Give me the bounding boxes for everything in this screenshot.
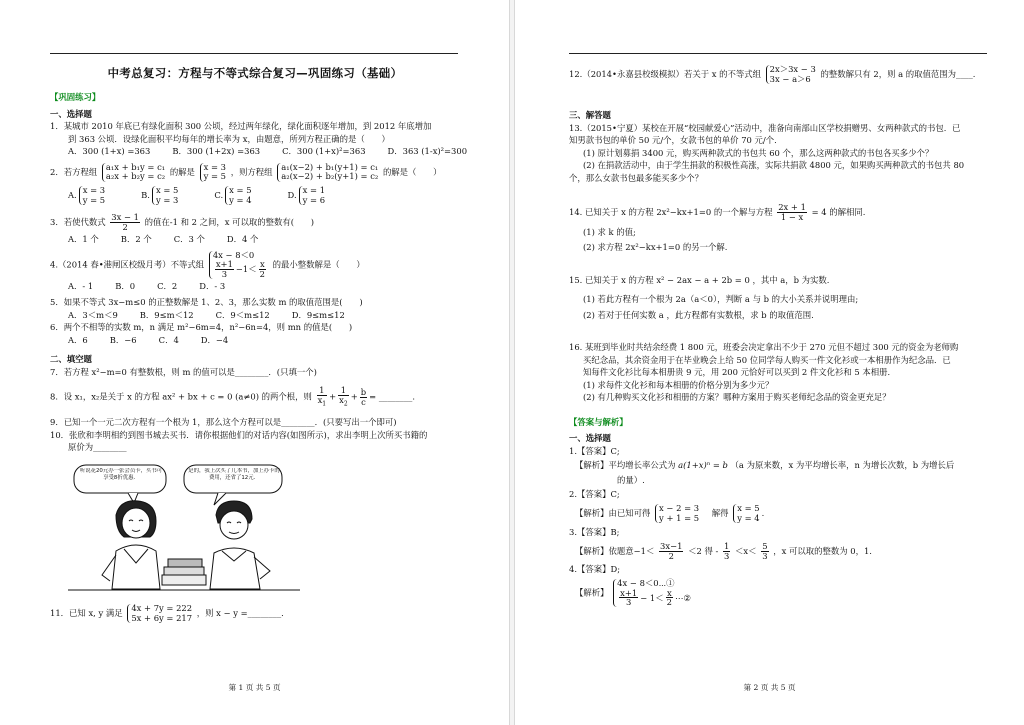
system-line: 2x＞3x − 3 (769, 64, 816, 74)
explanation-mid: 解得 (711, 508, 729, 519)
solution-system (733, 504, 759, 523)
question-13-part-2: (2) 在捐款活动中，由于学生捐款的积极性高涨，实际共捐款 4800 元，如果购买两种款式的书包共 80 (583, 160, 965, 171)
system-line: 4x − 8＜0 (212, 249, 255, 260)
page-title: 中考总复习：方程与不等式综合复习—巩固练习（基础） (107, 66, 403, 80)
system-line: x = 5 (229, 185, 252, 196)
explanation-1 (575, 460, 989, 471)
bubble-2-text: 是的，我上次买了几本书，加上办卡的费用，还省了12元． (188, 467, 280, 481)
question-1-options (50, 146, 468, 157)
answer-4: 4.【答案】D; (569, 564, 621, 575)
system-line: x = 3 (82, 185, 106, 196)
system-line: 4x − 8＜0⋯① (617, 577, 675, 588)
option-b: B．9≤m＜12 (139, 309, 194, 320)
question-13-line-1: 13.（2015•宁夏）某校在开展“校园献爱心”活动中，准备向南部山区学校捐赠男、女两种款式的书包．已 (569, 122, 961, 133)
system-line: a₂x + b₂y = c₂ (105, 171, 166, 182)
inequality-mid: − 1＜ (640, 592, 664, 603)
question-11-suffix: ，则 x − y =________． (196, 608, 290, 619)
option-system (225, 186, 251, 205)
section-heading-choice: 一、选择题 (50, 108, 92, 119)
fraction (619, 589, 638, 608)
system-line: x = 5 (155, 185, 179, 196)
fraction (659, 542, 683, 561)
numerator: x+1 (620, 587, 638, 598)
option-c: C．9＜m≤12 (215, 309, 270, 320)
question-4-prefix: 4.（2014 春•港闸区校级月考）不等式组 (50, 259, 205, 270)
question-9: 9．已知一个一元二次方程有一个根为 1，那么这个方程可以是________．(只要写出一个即可) (50, 417, 397, 428)
system-line: 5x + 6y = 217 (131, 612, 193, 623)
equation-system-2 (277, 163, 378, 182)
option-a: A．6 (68, 334, 88, 345)
question-5: 5．如果不等式 3x−m≤0 的正整数解是 1、2、3，那么实数 m 的取值范围是( ) (50, 297, 363, 308)
explanation-prefix: 【解析】 (575, 587, 609, 598)
page-1-footer: 第 1 页 共 5 页 (228, 682, 281, 692)
question-15-part-1: (1) 若此方程有一个根为 2a（a＜0），判断 a 与 b 的大小关系并说明理由; (583, 294, 859, 305)
system-line: y = 4 (737, 512, 760, 523)
question-11 (50, 604, 460, 623)
option-d: D．9≤m≤12 (291, 309, 345, 320)
system-line: x − 2 = 3 (659, 502, 700, 513)
equation-system (655, 504, 699, 523)
fraction (360, 388, 367, 407)
system-line: y = 5 (82, 194, 106, 205)
system-line: 3x − a＞6 (769, 73, 811, 84)
denominator: 2 (666, 597, 672, 608)
page-2-footer: 第 2 页 共 5 页 (743, 682, 796, 692)
question-15-part-2: (2) 若对于任何实数 a ，此方程都有实数根，求 b 的取值范围. (583, 309, 814, 320)
header-rule (569, 53, 987, 54)
question-2-mid2: ，则方程组 (230, 166, 273, 177)
option-b (141, 186, 180, 205)
fraction (338, 386, 349, 408)
bubble-1-text-wrap (78, 468, 164, 492)
inequality-system (766, 65, 816, 84)
question-7: 7．若方程 x²−m=0 有整数根，则 m 的值可以是________．(只填一个) (50, 366, 317, 377)
question-4-suffix: 的最小整数解是（ ） (272, 259, 365, 270)
explanation-suffix: （a 为原来数，x 为平均增长率，n 为增长次数，b 为增长后 (730, 460, 955, 471)
question-16-part-1: (1) 求每件文化衫和每本相册的价格分别为多少元？ (583, 379, 774, 390)
numerator: x (259, 259, 265, 270)
question-2 (50, 163, 460, 182)
numerator: 1 (317, 386, 328, 396)
numerator: 1 (338, 386, 349, 396)
question-6: 6．两个不相等的实数 m，n 满足 m²−6m=4，n²−6n=4，则 mn 的值是( ) (50, 322, 353, 333)
dialogue-illustration (68, 463, 300, 591)
question-16-line-2: 买纪念品，其余资金用于在毕业晚会上给 50 位同学每人购买一件文化衫或一本相册作为纪念品．已 (583, 354, 951, 365)
option-system (299, 186, 325, 205)
option-label: C. (214, 190, 224, 201)
option-b: B．−6 (109, 334, 137, 345)
denominator: 2 (668, 550, 674, 561)
question-13-line-2: 知男款书包的单价 50 元/个，女款书包的单价 70 元/个． (569, 135, 783, 146)
question-3-prefix: 3．若使代数式 (50, 217, 106, 228)
equation-system (127, 604, 192, 623)
section-heading-fill: 二、填空题 (50, 354, 92, 365)
section-heading-choice-answers: 一、选择题 (569, 433, 611, 444)
question-16-line-1: 16. 某班到毕业时共结余经费 1 800 元，班委会决定拿出不少于 270 元但不超过 300 元的资金为老师购 (569, 342, 959, 353)
option-a (68, 186, 107, 205)
option-a: A．1 个 (68, 234, 99, 244)
answer-3: 3.【答案】B; (569, 527, 620, 538)
question-14-part-1: (1) 求 k 的值; (583, 226, 636, 237)
option-a: A．- 1 (68, 280, 94, 291)
denominator: 3 (762, 550, 768, 561)
option-d (288, 186, 327, 205)
question-5-options (50, 310, 460, 321)
denominator: 1 − x (780, 212, 804, 223)
option-system (152, 186, 178, 205)
denominator: $x_1$ (317, 395, 327, 408)
question-8-prefix: 8．设 x₁，x₂是关于 x 的方程 ax² + bx + c = 0 (a≠0) 的两个根，则 (50, 391, 312, 402)
numerator: 2x + 1 (778, 202, 806, 213)
explanation-4 (575, 579, 989, 607)
question-13-part-1: (1) 原计划募捐 3400 元，购买两种款式的书包共 60 个，那么这两种款式的书包各买多少个？ (583, 147, 934, 158)
inequality-system (209, 251, 268, 279)
option-c: C．4 (158, 334, 179, 345)
section-tag-practice: 【巩固练习】 (50, 92, 101, 103)
option-d: D．363 (1-x)²=300 (387, 146, 468, 157)
fraction (259, 260, 266, 279)
question-15: 15. 已知关于 x 的方程 x² − 2ax − a + 2b = 0 ，其中 a，b 为实数. (569, 274, 830, 285)
boy-figure (210, 501, 270, 589)
denominator: 3 (626, 597, 632, 608)
system-line: x = 5 (737, 502, 760, 513)
question-16-line-3: 知每件文化衫比每本相册贵 9 元，用 200 元恰好可以买到 2 件文化衫和 5 本相册． (583, 367, 896, 378)
solution-system (200, 163, 226, 182)
fraction (215, 260, 234, 279)
explanation-suffix: ，x 可以取的整数为 0，1. (773, 545, 872, 556)
bubble-1-text: 听说花20元办一张会员卡，买书可享受8折优惠． (79, 467, 163, 481)
question-14 (569, 203, 989, 222)
fraction (666, 589, 673, 608)
growth-formula: a(1+x)ⁿ = b (678, 460, 728, 471)
fraction (777, 203, 807, 222)
denominator: 2 (259, 268, 265, 279)
denominator: $x_2$ (339, 395, 348, 408)
question-12-prefix: 12.（2014•永嘉县校级模拟）若关于 x 的不等式组 (569, 69, 761, 80)
explanation-prefix: 【解析】由已知可得 (575, 508, 651, 519)
question-8-suffix: ________． (378, 391, 421, 402)
denominator: c (361, 396, 366, 407)
page-1 (0, 0, 510, 725)
option-c: C．3 个 (173, 234, 205, 244)
option-c: C．300 (1+x)²=363 (282, 146, 366, 157)
option-c: C．2 (157, 280, 178, 291)
numerator: b (360, 386, 367, 397)
question-4-options (50, 281, 460, 292)
numerator: 1 (724, 540, 730, 551)
system-line: y + 1 = 5 (659, 512, 700, 523)
question-8: 8．设 x₁，x₂是关于 x 的方程 ax² + bx + c = 0 (a≠0) 的两个根，则 $\frac{1}{x_1}$ + $\frac{1}{x_2}$ + $\frac{b}{c}$ = ________． (50, 385, 421, 408)
question-12 (569, 65, 989, 84)
system-line (213, 260, 268, 279)
system-line: x = 1 (302, 185, 326, 196)
question-3 (50, 213, 460, 232)
option-d: D．4 个 (226, 234, 259, 244)
books-icon (162, 559, 206, 585)
answer-2: 2.【答案】C; (569, 489, 620, 500)
system-line: a₂(x−2) + b₂(y+1) = c₂ (281, 171, 379, 182)
explanation-mid: ＜2 得 - (688, 545, 719, 556)
denominator: 3 (221, 268, 228, 279)
option-c (214, 186, 253, 205)
question-4 (50, 251, 460, 279)
system-line: x = 3 (203, 161, 227, 172)
question-14-prefix: 14. 已知关于 x 的方程 2x²−kx+1=0 的一个解与方程 (569, 207, 773, 218)
option-label: D. (287, 190, 297, 201)
question-1-line-2: 到 363 公顷．设绿化面积平均每年的增长率为 x，由题意，所列方程正确的是（ ） (68, 133, 390, 144)
question-3-suffix: 的值在-1 和 2 之间，x 可以取的整数有( ) (144, 217, 315, 228)
question-12-suffix: 的整数解只有 2，则 a 的取值范围为____. (820, 69, 976, 80)
option-d: D．- 3 (199, 280, 226, 291)
system-line: y = 6 (302, 194, 326, 205)
page-2 (514, 0, 1024, 725)
option-b: B．300 (1+2x) =363 (172, 146, 261, 157)
equation-system-1 (102, 163, 165, 182)
girl-figure (102, 500, 160, 588)
numerator: 5 (762, 540, 768, 551)
option-b: B．0 (115, 280, 136, 291)
system-line: y = 5 (203, 171, 227, 182)
explanation-1-cont: 的量）. (617, 474, 645, 485)
explanation-prefix: 【解析】平均增长率公式为 (575, 460, 676, 471)
denominator: 3 (724, 550, 730, 561)
system-line: a₁(x−2) + b₁(y+1) = c₁ (281, 161, 379, 172)
inequality-end: ⋯② (674, 592, 691, 603)
numerator: x (666, 587, 672, 598)
inequality-mid: −1＜ (235, 263, 257, 274)
section-tag-answers: 【答案与解析】 (569, 416, 628, 427)
denominator: 2 (122, 222, 128, 233)
fraction (761, 542, 768, 561)
section-heading-answer: 三、解答题 (569, 110, 611, 121)
question-14-part-2: (2) 求方程 2x²−kx+1=0 的另一个解. (583, 242, 728, 253)
question-10-line-1: 10．张欣和李明相约到图书城去买书．请你根据他们的对话内容(如图所示)，求出李明上次所买书籍的 (50, 429, 428, 440)
system-line: y = 4 (229, 194, 252, 205)
question-3-options (50, 234, 460, 245)
explanation-3 (575, 542, 989, 561)
question-16-part-2: (2) 有几种购买文化衫和相册的方案？哪种方案用于购买老师纪念品的资金更充足？ (583, 392, 891, 403)
question-1-line-1: 1．某城市 2010 年底已有绿化面积 300 公顷，经过两年绿化，绿化面积逐年增加，到 2012 年底增加 (50, 121, 432, 132)
numerator: 3x − 1 (111, 212, 139, 223)
question-2-options (50, 186, 460, 205)
option-a: A．3＜m＜9 (68, 309, 118, 320)
explanation-2: 【解析】由已知可得 x − 2 = 3 y + 1 = 5 解得 x = 5 y = 4 . (575, 502, 765, 523)
question-6-options (50, 335, 460, 346)
option-b: B．2 个 (120, 234, 152, 244)
question-10-line-2: 原价为________ (68, 442, 127, 453)
system-line (617, 589, 691, 608)
question-2-suffix: 的解是（ ） (382, 166, 442, 177)
page-2-content (569, 65, 989, 611)
answer-1: 1.【答案】C; (569, 445, 620, 456)
bubble-2-text-wrap (188, 468, 280, 492)
system-line: 4x + 7y = 222 (131, 603, 193, 614)
question-2-mid: 的解是 (169, 166, 195, 177)
option-system (79, 186, 105, 205)
question-14-suffix: = 4 的解相同. (811, 207, 866, 218)
fraction (317, 386, 328, 408)
explanation-prefix: 【解析】依题意−1＜ (575, 545, 655, 556)
option-a: A．300 (1+x) =363 (68, 146, 151, 157)
question-2-prefix: 2．若方程组 (50, 166, 98, 177)
option-d: D．−4 (200, 334, 229, 345)
numerator: x+1 (215, 259, 233, 270)
inequality-system (613, 579, 691, 607)
system-line: a₁x + b₁y = c₁ (105, 161, 166, 172)
header-rule (50, 53, 458, 54)
fraction (110, 213, 140, 232)
numerator: 3x−1 (660, 540, 683, 551)
system-line: y = 3 (155, 194, 179, 205)
question-13-part-2-cont: 个，那么女款书包最多能买多少个？ (569, 172, 703, 183)
question-11-prefix: 11．已知 x, y 满足 (50, 608, 123, 619)
option-label: B. (141, 190, 150, 201)
fraction (723, 542, 730, 561)
option-label: A. (68, 190, 77, 201)
explanation-mid2: ＜x＜ (735, 545, 757, 556)
page-1-content (50, 60, 468, 625)
